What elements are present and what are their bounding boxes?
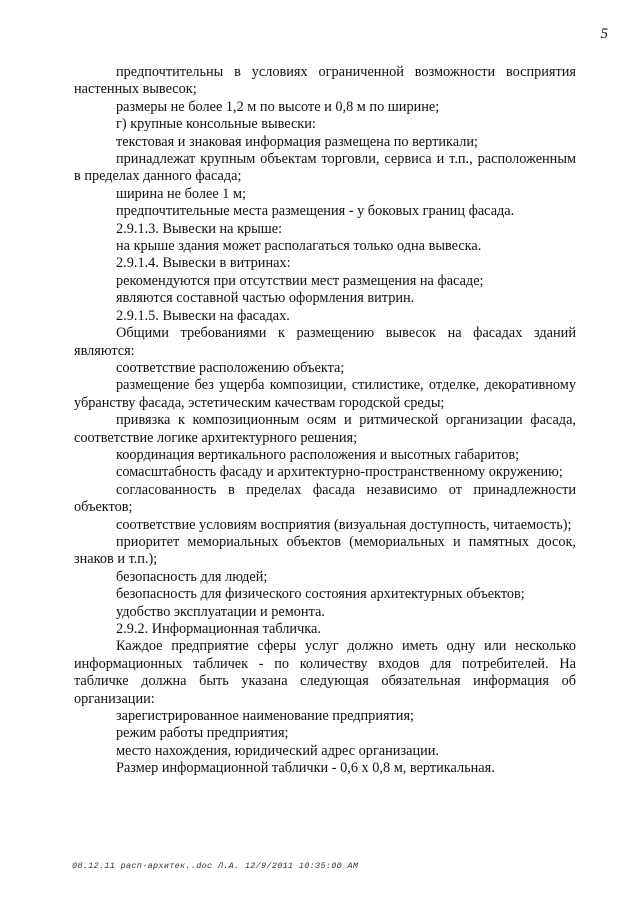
paragraph: согласованность в пределах фасада независимо от принадлежности объектов; — [74, 481, 576, 516]
paragraph: на крыше здания может располагаться только одна вывеска. — [116, 238, 482, 255]
paragraph: приоритет мемориальных объектов (мемориальных и памятных досок, знаков и т.п.); — [74, 533, 576, 568]
document-footer: 08.12.11 расп-архитек..doc Л.А. 12/9/2011 10:35:00 AM — [72, 861, 359, 871]
paragraph: безопасность для физического состояния архитектурных объектов; — [116, 586, 525, 603]
page-number: 5 — [600, 26, 608, 42]
document-body — [74, 64, 576, 778]
paragraph: Каждое предприятие сферы услуг должно иметь одну или несколько информационных табличек - по количеству входов для потребителей. На табличке должна быть указана следующая обязательная информация об организации: — [74, 638, 576, 707]
paragraph: текстовая и знаковая информация размещена по вертикали; — [116, 133, 478, 150]
paragraph: координация вертикального расположения и высотных габаритов; — [116, 446, 520, 463]
paragraph: привязка к композиционным осям и ритмической организации фасада, соответствие логике архитектурного решения; — [74, 412, 576, 446]
paragraph: размещение без ущерба композиции, стилистике, отделке, декоративному убранству фасада, эстетическим качествам городской среды; — [74, 377, 576, 411]
section-heading: 2.9.1.5. Вывески на фасадах. — [116, 307, 290, 324]
section-heading: 2.9.2. Информационная табличка. — [116, 621, 321, 637]
paragraph: сомасштабность фасаду и архитектурно-пространственному окружению; — [116, 464, 563, 481]
paragraph: Общими требованиями к размещению вывесок на фасадах зданий являются: — [74, 325, 576, 359]
paragraph: соответствие расположению объекта; — [116, 359, 345, 376]
paragraph: безопасность для людей; — [116, 568, 268, 585]
paragraph: удобство эксплуатации и ремонта. — [116, 603, 325, 620]
paragraph: зарегистрированное наименование предприятия; — [116, 708, 414, 725]
section-heading: 2.9.1.4. Вывески в витринах: — [116, 255, 291, 272]
paragraph: место нахождения, юридический адрес организации. — [116, 742, 439, 759]
paragraph: рекомендуются при отсутствии мест размещения на фасаде; — [116, 272, 484, 289]
paragraph: принадлежат крупным объектам торговли, сервиса и т.п., расположенным в пределах данного фасада; — [74, 151, 576, 185]
paragraph: соответствие условиям восприятия (визуальная доступность, читаемость); — [116, 516, 572, 533]
paragraph: являются составной частью оформления витрин. — [116, 290, 415, 307]
paragraph: г) крупные консольные вывески: — [116, 116, 316, 133]
paragraph: размеры не более 1,2 м по высоте и 0,8 м по ширине; — [116, 98, 440, 115]
paragraph: предпочтительные места размещения - у боковых границ фасада. — [116, 203, 515, 220]
section-heading: 2.9.1.3. Вывески на крыше: — [116, 220, 283, 237]
paragraph: режим работы предприятия; — [116, 725, 289, 742]
paragraph: предпочтительны в условиях ограниченной возможности восприятия настенных вывесок; — [74, 64, 576, 98]
paragraph: Размер информационной таблички - 0,6 х 0,8 м, вертикальная. — [116, 760, 495, 777]
paragraph: ширина не более 1 м; — [116, 185, 246, 202]
